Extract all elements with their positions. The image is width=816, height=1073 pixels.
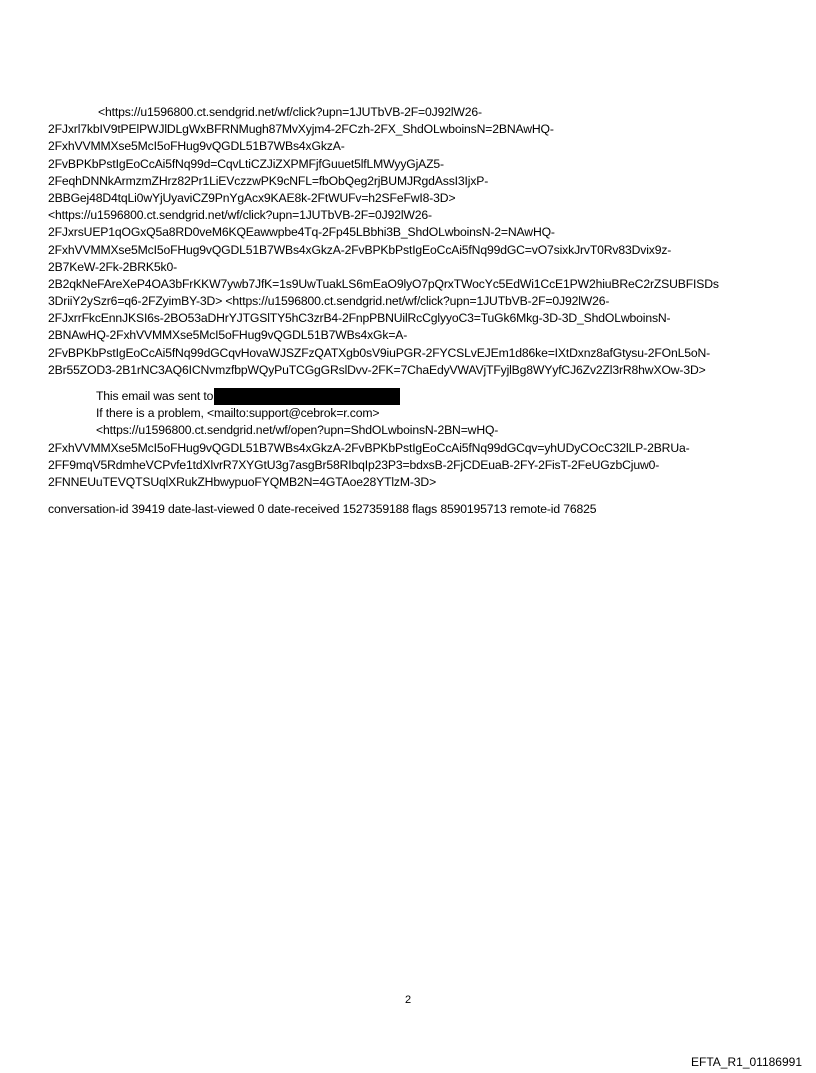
problem-line: If there is a problem, <mailto:support@cebrok=r.com> [96,406,380,421]
tracking-link-line: 2FxhVVMMXse5McI5oFHug9vQGDL51B7WBs4xGkzA-2FvBPKbPstIgEoCcAi5fNq99dGC=vO7sixkJrvT0Rv83Dvix9z- [48,242,672,257]
spacer [48,491,778,501]
redaction-box [214,388,400,405]
sent-to-label: This email was sent to [96,389,214,403]
bates-number: EFTA_R1_01186991 [691,1055,802,1069]
open-link-line: 2FxhVVMMXse5McI5oFHug9vQGDL51B7WBs4xGkzA-2FvBPKbPstIgEoCcAi5fNq99dGCqv=yhUDyCOcC32lLP-2BRUa- [48,440,690,455]
tracking-link-line: 2Br55ZOD3-2B1rNC3AQ6ICNvmzfbpWQyPuTCGgGRslDvv-2FK=7ChaEdyVWAVjTFyjlBg8WYyfCJ6Zv2Zl3rR8hwXOw-3D> [48,362,706,377]
tracking-link-line: 2FvBPKbPstIgEoCcAi5fNq99d=CqvLtiCZJiZXPMFjfGuuet5lfLMWyyGjAZ5- [48,156,444,171]
open-link-line: <https://u1596800.ct.sendgrid.net/wf/open?upn=ShdOLwboinsN-2BN=wHQ- [96,423,499,438]
open-link-line: 2FNNEUuTEVQTSUqlXRukZHbwypuoFYQMB2N=4GTAoe28YTlzM-3D> [48,474,437,489]
tracking-link-line: 2B2qkNeFAreXeP4OA3bFrKKW7ywb7JfK=1s9UwTuakLS6mEaO9lyO7pQrxTWocYc5EdWi1CcE1PW2hiuBReC2rZSUBFISDs [48,276,719,291]
tracking-link-line: 2FvBPKbPstIgEoCcAi5fNq99dGCqvHovaWJSZFzQATXgb0sV9iuPGR-2FYCSLvEJEm1d86ke=IXtDxnz8afGtysu-2FOnL5oN- [48,345,711,360]
tracking-link-line: 2FJxrsUEP1qOGxQ5a8RD0veM6KQEawwpbe4Tq-2Fp45LBbhi3B_ShdOLwboinsN-2=NAwHQ- [48,225,555,240]
sent-to-line [48,388,778,405]
tracking-link-line: 3DriiY2ySzr6=q6-2FZyimBY-3D> <https://u1596800.ct.sendgrid.net/wf/click?upn=1JUTbVB-2F=0J92lW26- [48,294,610,309]
tracking-link-line: 2FJxrrFkcEnnJKSI6s-2BO53aDHrYJTGSlTY5hC3zrB4-2FnpPBNUilRcCglyyoC3=TuGk6Mkg-3D-3D_ShdOLwboinsN- [48,311,671,326]
tracking-link-line: 2FeqhDNNkArmzmZHrz82Pr1LiEVczzwPK9cNFL=fbObQeg2rjBUMJRgdAssI3IjxP- [48,173,489,188]
tracking-link-line: 2B7KeW-2Fk-2BRK5k0- [48,259,178,274]
tracking-link-line: 2FJxrl7kbIV9tPElPWJlDLgWxBFRNMugh87MvXyjm4-2FCzh-2FX_ShdOLwboinsN=2BNAwHQ- [48,122,554,137]
metadata-line: conversation-id 39419 date-last-viewed 0 date-received 1527359188 flags 8590195713 remote-id 76825 [48,502,597,517]
tracking-link-line: <https://u1596800.ct.sendgrid.net/wf/click?upn=1JUTbVB-2F=0J92lW26- [48,208,432,223]
tracking-link-line: 2FxhVVMMXse5McI5oFHug9vQGDL51B7WBs4xGkzA- [48,139,345,154]
open-link-line: 2FF9mqV5RdmheVCPvfe1tdXlvrR7XYGtU3g7asgBr58RIbqIp23P3=bdxsB-2FjCDEuaB-2FY-2FisT-2FeUGzbCjuw0- [48,457,660,472]
page-number: 2 [404,994,412,1006]
tracking-link-line: <https://u1596800.ct.sendgrid.net/wf/click?upn=1JUTbVB-2F=0J92lW26- [98,105,482,119]
email-body [48,104,778,518]
tracking-link-line: 2BNAwHQ-2FxhVVMMXse5McI5oFHug9vQGDL51B7WBs4xGk=A- [48,328,408,343]
tracking-link-line: 2BBGej48D4tqLi0wYjUyaviCZ9PnYgAcx9KAE8k-2FtWUFv=h2SFeFwI8-3D> [48,190,456,205]
spacer [48,379,778,388]
